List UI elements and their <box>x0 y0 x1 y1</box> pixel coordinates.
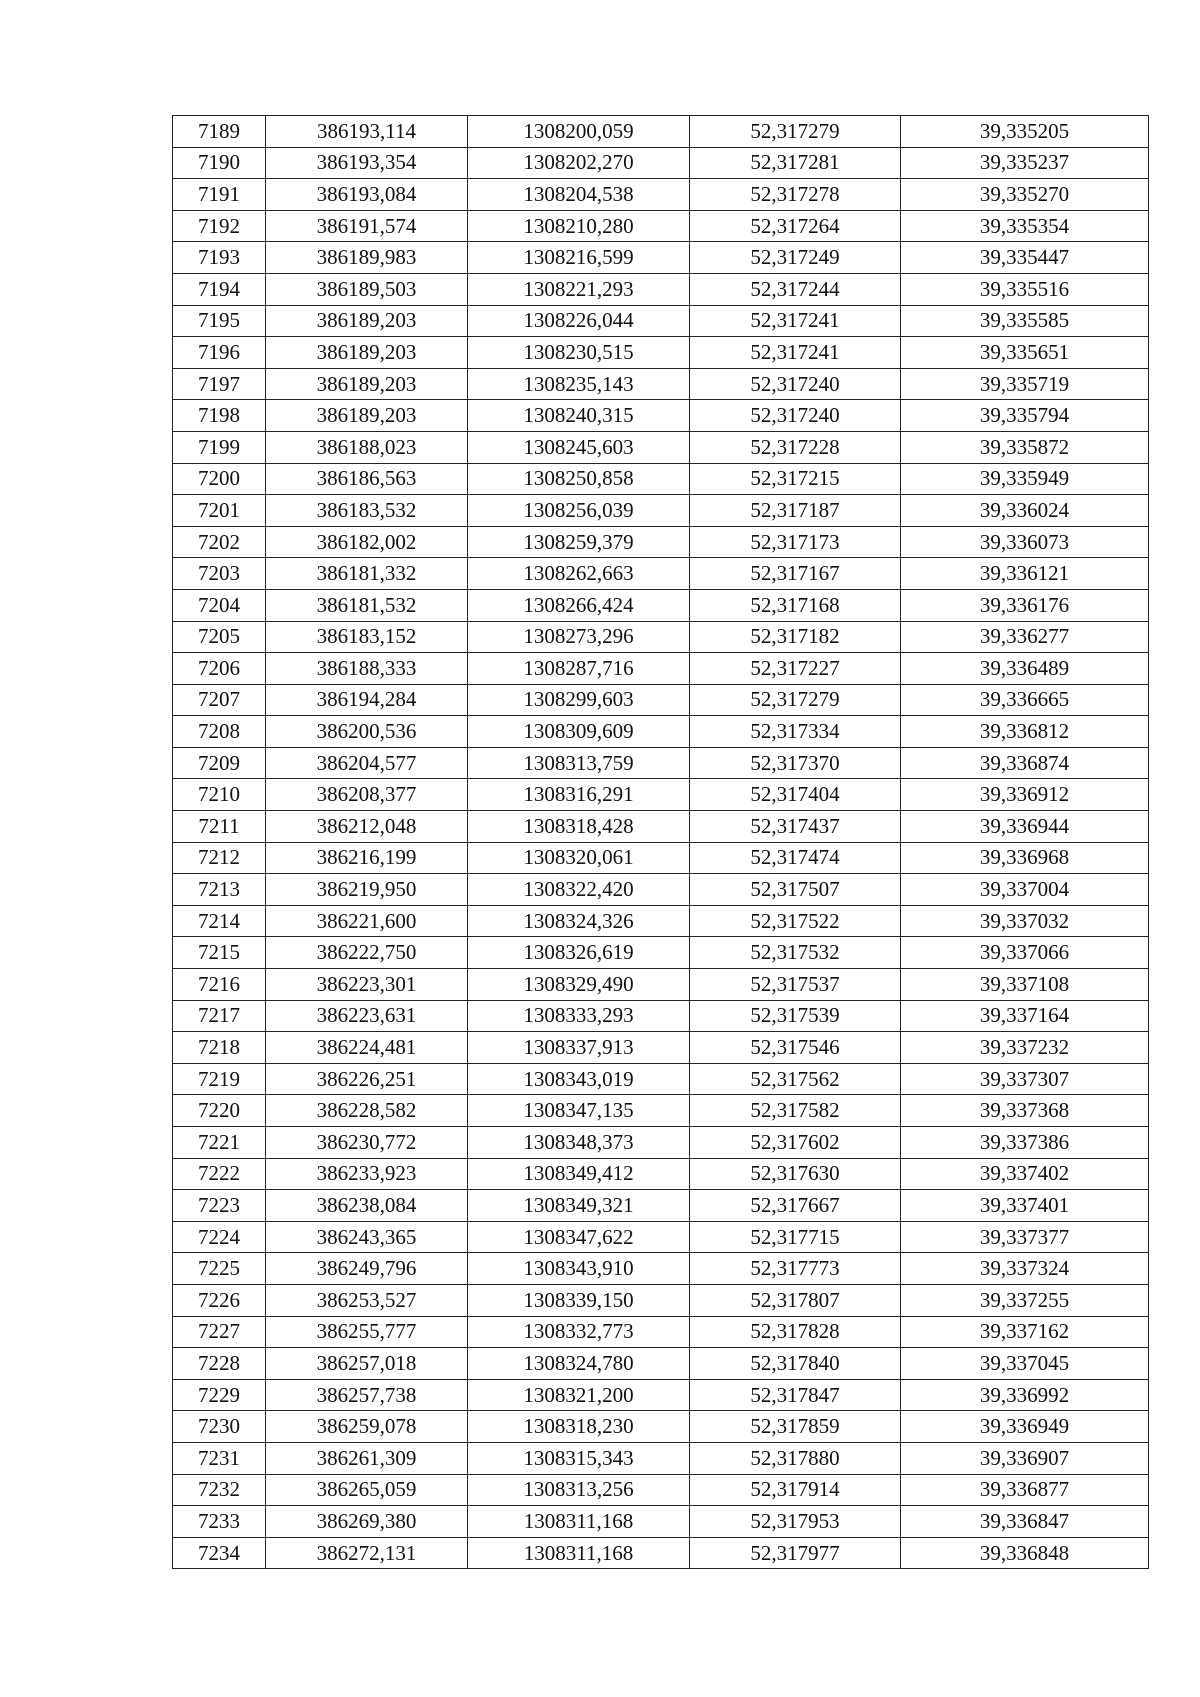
latitude-cell: 52,317914 <box>690 1474 901 1506</box>
longitude-cell: 39,335516 <box>901 273 1149 305</box>
x-coordinate-cell: 386230,772 <box>266 1127 468 1159</box>
point-number-cell: 7189 <box>173 116 266 148</box>
latitude-cell: 52,317840 <box>690 1348 901 1380</box>
latitude-cell: 52,317264 <box>690 210 901 242</box>
y-coordinate-cell: 1308200,059 <box>468 116 690 148</box>
table-row <box>173 495 1149 527</box>
latitude-cell: 52,317953 <box>690 1506 901 1538</box>
y-coordinate-cell: 1308210,280 <box>468 210 690 242</box>
x-coordinate-cell: 386261,309 <box>266 1442 468 1474</box>
longitude-cell: 39,337162 <box>901 1316 1149 1348</box>
y-coordinate-cell: 1308329,490 <box>468 969 690 1001</box>
table-row <box>173 1316 1149 1348</box>
point-number-cell: 7232 <box>173 1474 266 1506</box>
x-coordinate-cell: 386189,203 <box>266 400 468 432</box>
point-number-cell: 7195 <box>173 305 266 337</box>
longitude-cell: 39,336944 <box>901 811 1149 843</box>
y-coordinate-cell: 1308287,716 <box>468 653 690 685</box>
x-coordinate-cell: 386186,563 <box>266 463 468 495</box>
table-row <box>173 1095 1149 1127</box>
point-number-cell: 7203 <box>173 558 266 590</box>
table-row <box>173 558 1149 590</box>
y-coordinate-cell: 1308273,296 <box>468 621 690 653</box>
longitude-cell: 39,337401 <box>901 1190 1149 1222</box>
table-row <box>173 1190 1149 1222</box>
y-coordinate-cell: 1308256,039 <box>468 495 690 527</box>
point-number-cell: 7198 <box>173 400 266 432</box>
longitude-cell: 39,336277 <box>901 621 1149 653</box>
table-row <box>173 147 1149 179</box>
x-coordinate-cell: 386212,048 <box>266 811 468 843</box>
point-number-cell: 7207 <box>173 684 266 716</box>
latitude-cell: 52,317240 <box>690 400 901 432</box>
latitude-cell: 52,317215 <box>690 463 901 495</box>
table-row <box>173 305 1149 337</box>
table-row <box>173 1506 1149 1538</box>
x-coordinate-cell: 386188,023 <box>266 431 468 463</box>
longitude-cell: 39,337004 <box>901 874 1149 906</box>
longitude-cell: 39,336665 <box>901 684 1149 716</box>
longitude-cell: 39,335205 <box>901 116 1149 148</box>
x-coordinate-cell: 386193,114 <box>266 116 468 148</box>
table-row <box>173 1158 1149 1190</box>
longitude-cell: 39,337324 <box>901 1253 1149 1285</box>
point-number-cell: 7190 <box>173 147 266 179</box>
latitude-cell: 52,317859 <box>690 1411 901 1443</box>
y-coordinate-cell: 1308321,200 <box>468 1379 690 1411</box>
x-coordinate-cell: 386200,536 <box>266 716 468 748</box>
table-row <box>173 1063 1149 1095</box>
y-coordinate-cell: 1308259,379 <box>468 526 690 558</box>
y-coordinate-cell: 1308245,603 <box>468 431 690 463</box>
point-number-cell: 7200 <box>173 463 266 495</box>
point-number-cell: 7211 <box>173 811 266 843</box>
coordinates-table <box>172 115 1149 1569</box>
x-coordinate-cell: 386223,631 <box>266 1000 468 1032</box>
latitude-cell: 52,317715 <box>690 1221 901 1253</box>
table-row <box>173 779 1149 811</box>
y-coordinate-cell: 1308347,622 <box>468 1221 690 1253</box>
x-coordinate-cell: 386188,333 <box>266 653 468 685</box>
point-number-cell: 7209 <box>173 747 266 779</box>
longitude-cell: 39,336874 <box>901 747 1149 779</box>
latitude-cell: 52,317173 <box>690 526 901 558</box>
longitude-cell: 39,335270 <box>901 179 1149 211</box>
x-coordinate-cell: 386269,380 <box>266 1506 468 1538</box>
table-row <box>173 1253 1149 1285</box>
table-row <box>173 747 1149 779</box>
x-coordinate-cell: 386243,365 <box>266 1221 468 1253</box>
table-row <box>173 242 1149 274</box>
longitude-cell: 39,336024 <box>901 495 1149 527</box>
point-number-cell: 7222 <box>173 1158 266 1190</box>
longitude-cell: 39,336176 <box>901 589 1149 621</box>
table-row <box>173 653 1149 685</box>
point-number-cell: 7191 <box>173 179 266 211</box>
y-coordinate-cell: 1308315,343 <box>468 1442 690 1474</box>
x-coordinate-cell: 386228,582 <box>266 1095 468 1127</box>
y-coordinate-cell: 1308311,168 <box>468 1506 690 1538</box>
point-number-cell: 7215 <box>173 937 266 969</box>
y-coordinate-cell: 1308337,913 <box>468 1032 690 1064</box>
latitude-cell: 52,317807 <box>690 1284 901 1316</box>
longitude-cell: 39,335794 <box>901 400 1149 432</box>
y-coordinate-cell: 1308226,044 <box>468 305 690 337</box>
table-row <box>173 937 1149 969</box>
point-number-cell: 7231 <box>173 1442 266 1474</box>
point-number-cell: 7196 <box>173 337 266 369</box>
latitude-cell: 52,317278 <box>690 179 901 211</box>
longitude-cell: 39,336992 <box>901 1379 1149 1411</box>
x-coordinate-cell: 386253,527 <box>266 1284 468 1316</box>
longitude-cell: 39,335949 <box>901 463 1149 495</box>
x-coordinate-cell: 386181,332 <box>266 558 468 590</box>
latitude-cell: 52,317249 <box>690 242 901 274</box>
latitude-cell: 52,317370 <box>690 747 901 779</box>
longitude-cell: 39,336912 <box>901 779 1149 811</box>
longitude-cell: 39,335447 <box>901 242 1149 274</box>
table-row <box>173 337 1149 369</box>
longitude-cell: 39,336907 <box>901 1442 1149 1474</box>
y-coordinate-cell: 1308262,663 <box>468 558 690 590</box>
latitude-cell: 52,317507 <box>690 874 901 906</box>
y-coordinate-cell: 1308320,061 <box>468 842 690 874</box>
table-row <box>173 1379 1149 1411</box>
latitude-cell: 52,317182 <box>690 621 901 653</box>
table-row <box>173 811 1149 843</box>
latitude-cell: 52,317847 <box>690 1379 901 1411</box>
y-coordinate-cell: 1308324,326 <box>468 905 690 937</box>
y-coordinate-cell: 1308332,773 <box>468 1316 690 1348</box>
point-number-cell: 7197 <box>173 368 266 400</box>
y-coordinate-cell: 1308349,321 <box>468 1190 690 1222</box>
x-coordinate-cell: 386191,574 <box>266 210 468 242</box>
table-row <box>173 210 1149 242</box>
x-coordinate-cell: 386193,354 <box>266 147 468 179</box>
x-coordinate-cell: 386181,532 <box>266 589 468 621</box>
longitude-cell: 39,337066 <box>901 937 1149 969</box>
x-coordinate-cell: 386255,777 <box>266 1316 468 1348</box>
point-number-cell: 7208 <box>173 716 266 748</box>
longitude-cell: 39,337307 <box>901 1063 1149 1095</box>
y-coordinate-cell: 1308221,293 <box>468 273 690 305</box>
longitude-cell: 39,336812 <box>901 716 1149 748</box>
point-number-cell: 7225 <box>173 1253 266 1285</box>
y-coordinate-cell: 1308202,270 <box>468 147 690 179</box>
point-number-cell: 7218 <box>173 1032 266 1064</box>
table-row <box>173 589 1149 621</box>
longitude-cell: 39,337108 <box>901 969 1149 1001</box>
x-coordinate-cell: 386189,203 <box>266 368 468 400</box>
x-coordinate-cell: 386189,203 <box>266 337 468 369</box>
x-coordinate-cell: 386259,078 <box>266 1411 468 1443</box>
table-row <box>173 1000 1149 1032</box>
y-coordinate-cell: 1308240,315 <box>468 400 690 432</box>
y-coordinate-cell: 1308250,858 <box>468 463 690 495</box>
point-number-cell: 7230 <box>173 1411 266 1443</box>
point-number-cell: 7212 <box>173 842 266 874</box>
point-number-cell: 7223 <box>173 1190 266 1222</box>
y-coordinate-cell: 1308299,603 <box>468 684 690 716</box>
x-coordinate-cell: 386249,796 <box>266 1253 468 1285</box>
point-number-cell: 7213 <box>173 874 266 906</box>
point-number-cell: 7226 <box>173 1284 266 1316</box>
latitude-cell: 52,317539 <box>690 1000 901 1032</box>
table-row <box>173 684 1149 716</box>
latitude-cell: 52,317168 <box>690 589 901 621</box>
point-number-cell: 7219 <box>173 1063 266 1095</box>
longitude-cell: 39,336489 <box>901 653 1149 685</box>
point-number-cell: 7214 <box>173 905 266 937</box>
table-row <box>173 1221 1149 1253</box>
y-coordinate-cell: 1308343,910 <box>468 1253 690 1285</box>
x-coordinate-cell: 386272,131 <box>266 1537 468 1569</box>
longitude-cell: 39,337377 <box>901 1221 1149 1253</box>
table-row <box>173 1537 1149 1569</box>
table-row <box>173 1127 1149 1159</box>
longitude-cell: 39,337255 <box>901 1284 1149 1316</box>
y-coordinate-cell: 1308326,619 <box>468 937 690 969</box>
x-coordinate-cell: 386189,203 <box>266 305 468 337</box>
latitude-cell: 52,317602 <box>690 1127 901 1159</box>
latitude-cell: 52,317241 <box>690 337 901 369</box>
latitude-cell: 52,317474 <box>690 842 901 874</box>
longitude-cell: 39,335872 <box>901 431 1149 463</box>
x-coordinate-cell: 386189,983 <box>266 242 468 274</box>
longitude-cell: 39,337386 <box>901 1127 1149 1159</box>
longitude-cell: 39,336847 <box>901 1506 1149 1538</box>
table-row <box>173 1284 1149 1316</box>
x-coordinate-cell: 386257,018 <box>266 1348 468 1380</box>
point-number-cell: 7227 <box>173 1316 266 1348</box>
y-coordinate-cell: 1308318,230 <box>468 1411 690 1443</box>
y-coordinate-cell: 1308313,256 <box>468 1474 690 1506</box>
x-coordinate-cell: 386183,152 <box>266 621 468 653</box>
x-coordinate-cell: 386194,284 <box>266 684 468 716</box>
table-row <box>173 273 1149 305</box>
y-coordinate-cell: 1308230,515 <box>468 337 690 369</box>
latitude-cell: 52,317532 <box>690 937 901 969</box>
table-row <box>173 874 1149 906</box>
y-coordinate-cell: 1308316,291 <box>468 779 690 811</box>
y-coordinate-cell: 1308311,168 <box>468 1537 690 1569</box>
table-row <box>173 463 1149 495</box>
table-row <box>173 1442 1149 1474</box>
table-row <box>173 1032 1149 1064</box>
y-coordinate-cell: 1308324,780 <box>468 1348 690 1380</box>
y-coordinate-cell: 1308313,759 <box>468 747 690 779</box>
longitude-cell: 39,336073 <box>901 526 1149 558</box>
x-coordinate-cell: 386238,084 <box>266 1190 468 1222</box>
longitude-cell: 39,337164 <box>901 1000 1149 1032</box>
point-number-cell: 7194 <box>173 273 266 305</box>
latitude-cell: 52,317281 <box>690 147 901 179</box>
point-number-cell: 7193 <box>173 242 266 274</box>
latitude-cell: 52,317404 <box>690 779 901 811</box>
latitude-cell: 52,317241 <box>690 305 901 337</box>
y-coordinate-cell: 1308216,599 <box>468 242 690 274</box>
longitude-cell: 39,337402 <box>901 1158 1149 1190</box>
y-coordinate-cell: 1308349,412 <box>468 1158 690 1190</box>
table-row <box>173 905 1149 937</box>
point-number-cell: 7199 <box>173 431 266 463</box>
longitude-cell: 39,336121 <box>901 558 1149 590</box>
table-row <box>173 431 1149 463</box>
table-row <box>173 1474 1149 1506</box>
table-row <box>173 526 1149 558</box>
point-number-cell: 7221 <box>173 1127 266 1159</box>
latitude-cell: 52,317582 <box>690 1095 901 1127</box>
latitude-cell: 52,317522 <box>690 905 901 937</box>
longitude-cell: 39,337368 <box>901 1095 1149 1127</box>
x-coordinate-cell: 386265,059 <box>266 1474 468 1506</box>
x-coordinate-cell: 386208,377 <box>266 779 468 811</box>
point-number-cell: 7204 <box>173 589 266 621</box>
x-coordinate-cell: 386257,738 <box>266 1379 468 1411</box>
x-coordinate-cell: 386216,199 <box>266 842 468 874</box>
x-coordinate-cell: 386183,532 <box>266 495 468 527</box>
latitude-cell: 52,317244 <box>690 273 901 305</box>
latitude-cell: 52,317630 <box>690 1158 901 1190</box>
latitude-cell: 52,317880 <box>690 1442 901 1474</box>
coordinates-table-body <box>173 116 1149 1569</box>
latitude-cell: 52,317279 <box>690 116 901 148</box>
latitude-cell: 52,317828 <box>690 1316 901 1348</box>
x-coordinate-cell: 386223,301 <box>266 969 468 1001</box>
x-coordinate-cell: 386182,002 <box>266 526 468 558</box>
table-row <box>173 400 1149 432</box>
table-row <box>173 716 1149 748</box>
x-coordinate-cell: 386224,481 <box>266 1032 468 1064</box>
longitude-cell: 39,337232 <box>901 1032 1149 1064</box>
latitude-cell: 52,317167 <box>690 558 901 590</box>
point-number-cell: 7220 <box>173 1095 266 1127</box>
latitude-cell: 52,317537 <box>690 969 901 1001</box>
table-row <box>173 621 1149 653</box>
point-number-cell: 7202 <box>173 526 266 558</box>
x-coordinate-cell: 386219,950 <box>266 874 468 906</box>
longitude-cell: 39,336877 <box>901 1474 1149 1506</box>
point-number-cell: 7216 <box>173 969 266 1001</box>
longitude-cell: 39,335585 <box>901 305 1149 337</box>
x-coordinate-cell: 386189,503 <box>266 273 468 305</box>
table-row <box>173 842 1149 874</box>
y-coordinate-cell: 1308348,373 <box>468 1127 690 1159</box>
point-number-cell: 7234 <box>173 1537 266 1569</box>
longitude-cell: 39,335651 <box>901 337 1149 369</box>
x-coordinate-cell: 386193,084 <box>266 179 468 211</box>
latitude-cell: 52,317187 <box>690 495 901 527</box>
point-number-cell: 7201 <box>173 495 266 527</box>
x-coordinate-cell: 386226,251 <box>266 1063 468 1095</box>
point-number-cell: 7206 <box>173 653 266 685</box>
y-coordinate-cell: 1308343,019 <box>468 1063 690 1095</box>
x-coordinate-cell: 386221,600 <box>266 905 468 937</box>
longitude-cell: 39,337045 <box>901 1348 1149 1380</box>
point-number-cell: 7192 <box>173 210 266 242</box>
longitude-cell: 39,335354 <box>901 210 1149 242</box>
x-coordinate-cell: 386222,750 <box>266 937 468 969</box>
table-row <box>173 969 1149 1001</box>
point-number-cell: 7224 <box>173 1221 266 1253</box>
table-row <box>173 1411 1149 1443</box>
point-number-cell: 7233 <box>173 1506 266 1538</box>
latitude-cell: 52,317546 <box>690 1032 901 1064</box>
x-coordinate-cell: 386204,577 <box>266 747 468 779</box>
x-coordinate-cell: 386233,923 <box>266 1158 468 1190</box>
y-coordinate-cell: 1308339,150 <box>468 1284 690 1316</box>
latitude-cell: 52,317227 <box>690 653 901 685</box>
latitude-cell: 52,317240 <box>690 368 901 400</box>
latitude-cell: 52,317667 <box>690 1190 901 1222</box>
point-number-cell: 7210 <box>173 779 266 811</box>
y-coordinate-cell: 1308266,424 <box>468 589 690 621</box>
latitude-cell: 52,317279 <box>690 684 901 716</box>
longitude-cell: 39,336848 <box>901 1537 1149 1569</box>
y-coordinate-cell: 1308333,293 <box>468 1000 690 1032</box>
latitude-cell: 52,317977 <box>690 1537 901 1569</box>
y-coordinate-cell: 1308204,538 <box>468 179 690 211</box>
point-number-cell: 7205 <box>173 621 266 653</box>
point-number-cell: 7228 <box>173 1348 266 1380</box>
y-coordinate-cell: 1308235,143 <box>468 368 690 400</box>
table-row <box>173 116 1149 148</box>
table-row <box>173 1348 1149 1380</box>
y-coordinate-cell: 1308347,135 <box>468 1095 690 1127</box>
y-coordinate-cell: 1308322,420 <box>468 874 690 906</box>
longitude-cell: 39,336968 <box>901 842 1149 874</box>
latitude-cell: 52,317562 <box>690 1063 901 1095</box>
point-number-cell: 7217 <box>173 1000 266 1032</box>
latitude-cell: 52,317437 <box>690 811 901 843</box>
latitude-cell: 52,317334 <box>690 716 901 748</box>
table-row <box>173 368 1149 400</box>
y-coordinate-cell: 1308318,428 <box>468 811 690 843</box>
table-row <box>173 179 1149 211</box>
longitude-cell: 39,336949 <box>901 1411 1149 1443</box>
longitude-cell: 39,335237 <box>901 147 1149 179</box>
y-coordinate-cell: 1308309,609 <box>468 716 690 748</box>
point-number-cell: 7229 <box>173 1379 266 1411</box>
longitude-cell: 39,337032 <box>901 905 1149 937</box>
latitude-cell: 52,317228 <box>690 431 901 463</box>
longitude-cell: 39,335719 <box>901 368 1149 400</box>
latitude-cell: 52,317773 <box>690 1253 901 1285</box>
